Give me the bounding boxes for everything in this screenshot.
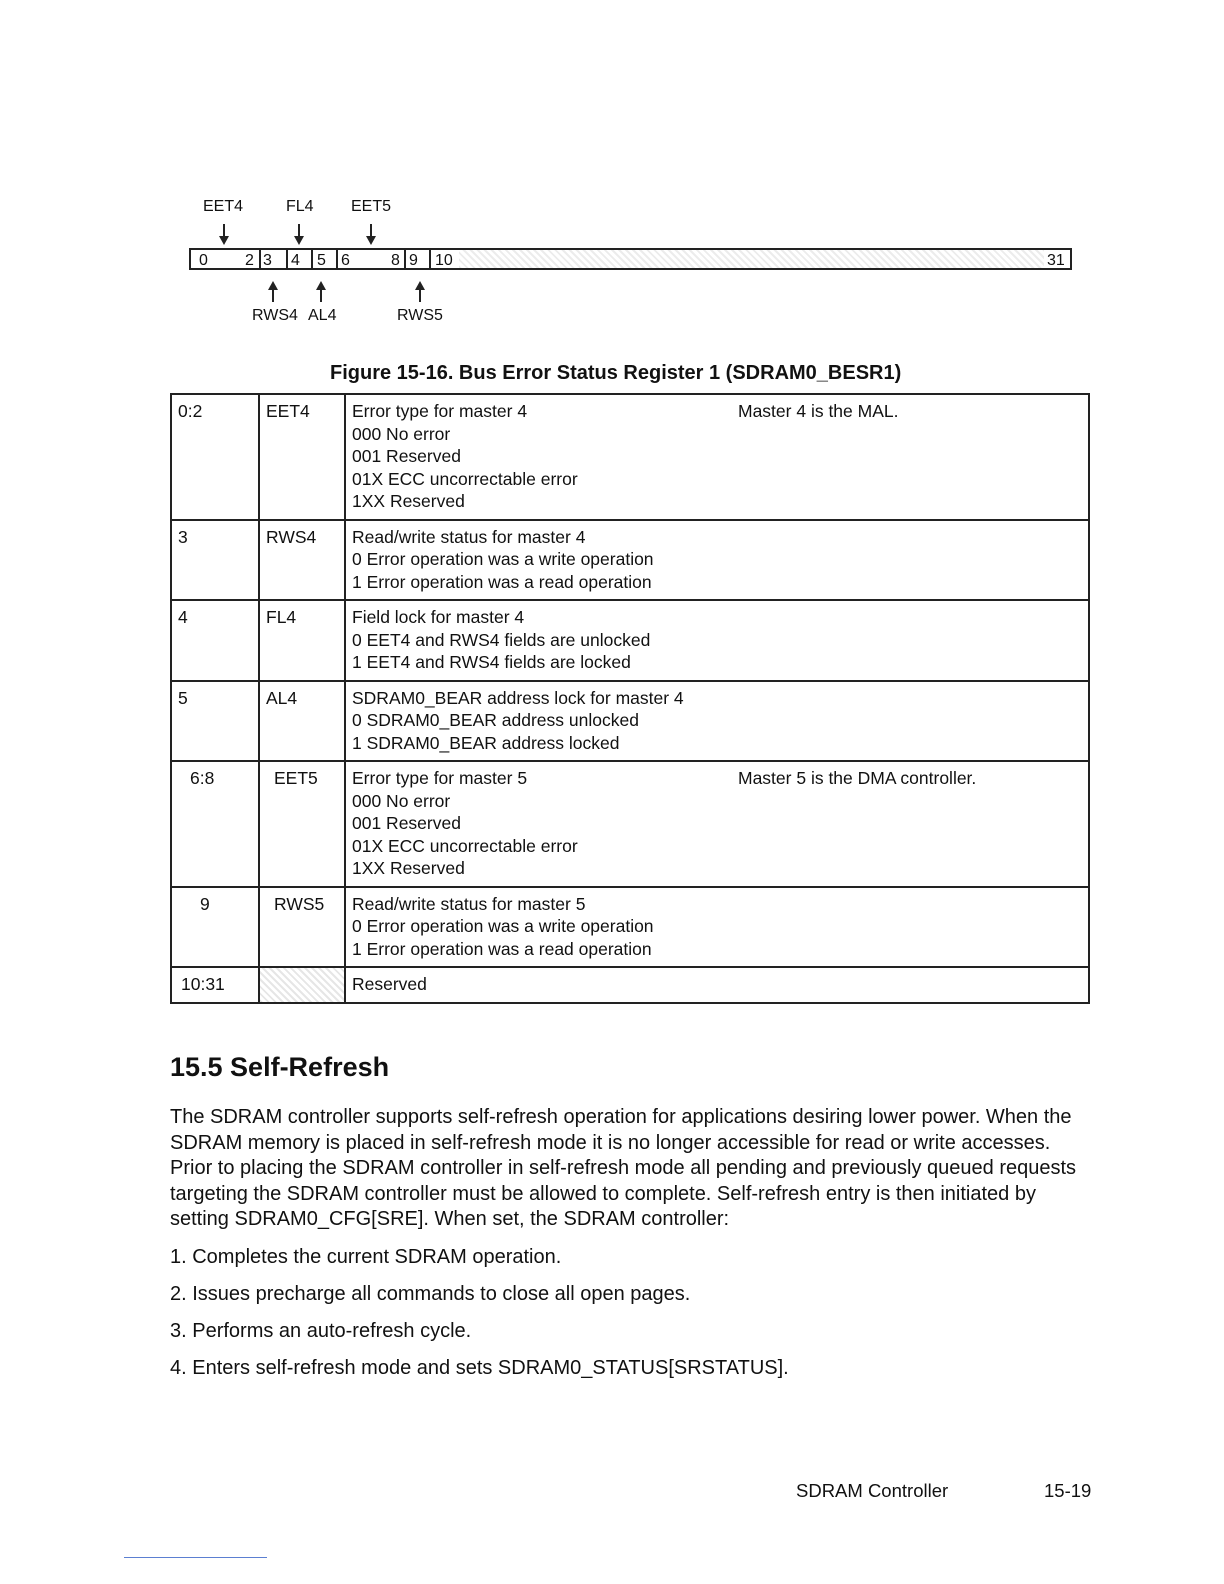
section-heading: 15.5 Self-Refresh [170,1052,390,1082]
step-list [170,1246,789,1394]
description-line: SDRAM0_BEAR address lock for master 4 [352,687,684,708]
bit-number: 4 [291,252,300,269]
description-line: 1 Error operation was a read operation [352,938,652,959]
bit-number: 2 [245,252,254,269]
field-name-cell: AL4 [259,681,345,762]
description-line: Read/write status for master 5 [352,893,586,914]
description-line: 1 Error operation was a read operation [352,571,652,592]
arrow-down-icon [365,224,377,246]
bits-cell: 3 [171,520,259,601]
description-line: 001 Reserved [352,446,461,466]
description-line: 000 No error [352,423,451,444]
description-line: 1 SDRAM0_BEAR address locked [352,732,620,753]
bit-number: 3 [263,252,272,269]
label-eet4: EET4 [203,198,244,215]
list-item: 4. Enters self-refresh mode and sets SDRAM0_STATUS[SRSTATUS]. [170,1357,789,1379]
description-line: Field lock for master 4 [352,607,525,627]
field-name-cell [259,967,345,1003]
table-row [171,967,1089,1003]
arrow-down-icon [218,224,230,246]
bit-number: 5 [317,252,326,269]
bits-cell: 4 [171,600,259,681]
table-row [171,681,1089,762]
bits-cell: 0:2 [171,394,259,520]
label-eet5: EET5 [351,198,392,215]
description-line: 1 EET4 and RWS4 fields are locked [352,652,631,672]
table-row [171,520,1089,601]
label-fl4: FL4 [286,198,314,215]
description-line: 01X ECC uncorrectable error [352,468,578,489]
description-line: 01X ECC uncorrectable error [352,835,578,856]
bits-cell: 5 [171,681,259,762]
description-line: Reserved [352,974,427,994]
table-row [171,394,1089,520]
list-item: 2. Issues precharge all commands to close all open pages. [170,1283,691,1305]
footer-chapter-title: SDRAM Controller [796,1480,949,1501]
description-line: Error type for master 5 [352,768,528,788]
footer-page-number: 15-19 [1044,1480,1092,1501]
label-rws4: RWS4 [252,307,298,324]
field-name-cell: EET4 [259,394,345,520]
bit-number: 0 [199,252,208,269]
description-line: 0 Error operation was a write operation [352,549,654,569]
figure-caption: Figure 15-16. Bus Error Status Register 1 (SDRAM0_BESR1) [330,362,902,384]
arrow-up-icon [414,280,426,302]
divider [124,1557,267,1558]
arrow-up-icon [267,280,279,302]
field-name-cell: RWS5 [259,887,345,968]
bits-cell: 6:8 [171,761,259,887]
label-rws5: RWS5 [397,307,443,324]
note-text: Master 4 is the MAL. [738,401,899,421]
bits-cell: 10:31 [171,967,259,1003]
arrow-up-icon [315,280,327,302]
description-line: 1XX Reserved [352,858,465,878]
register-field-table [170,393,1090,1004]
description-line: 0 EET4 and RWS4 fields are unlocked [352,629,651,650]
label-al4: AL4 [308,307,337,324]
description-cell [345,681,1089,762]
description-line: 0 Error operation was a write operation [352,916,654,936]
description-line: 0 SDRAM0_BEAR address unlocked [352,710,639,730]
table-row [171,600,1089,681]
arrow-down-icon [293,224,305,246]
bit-number: 9 [409,252,418,269]
bit-number: 10 [435,252,453,269]
description-cell [345,600,1089,681]
bit-number: 6 [341,252,350,269]
description-cell [345,967,1089,1003]
description-cell [345,394,1089,520]
bit-number: 31 [1047,252,1065,269]
field-name-cell: EET5 [259,761,345,887]
description-cell [345,887,1089,968]
field-name-cell: RWS4 [259,520,345,601]
register-bit-bar [189,248,1072,270]
description-line: 001 Reserved [352,813,461,833]
description-line: 1XX Reserved [352,491,465,511]
description-line: 000 No error [352,790,451,811]
description-line: Read/write status for master 4 [352,526,586,547]
note-text: Master 5 is the DMA controller. [738,768,977,788]
section-paragraph: The SDRAM controller supports self-refresh operation for applications desiring lower power. When the SDRAM memory is placed in self-refresh mode it is no longer accessible for read or write accesses. Prior to placing the SDRAM controller in self-refresh mode all pending and previously queued requests targeting the SDRAM controller must be allowed to complete. Self-refresh entry is then initiated by setting SDRAM0_CFG[SRE]. When set, the SDRAM controller: [170,1106,1077,1230]
list-item: 3. Performs an auto-refresh cycle. [170,1320,472,1342]
description-line: Error type for master 4 [352,401,528,421]
table-row [171,887,1089,968]
description-cell [345,761,1089,887]
bit-number: 8 [391,252,400,269]
bits-cell: 9 [171,887,259,968]
list-item: 1. Completes the current SDRAM operation. [170,1246,562,1268]
table-row [171,761,1089,887]
description-cell [345,520,1089,601]
field-name-cell: FL4 [259,600,345,681]
